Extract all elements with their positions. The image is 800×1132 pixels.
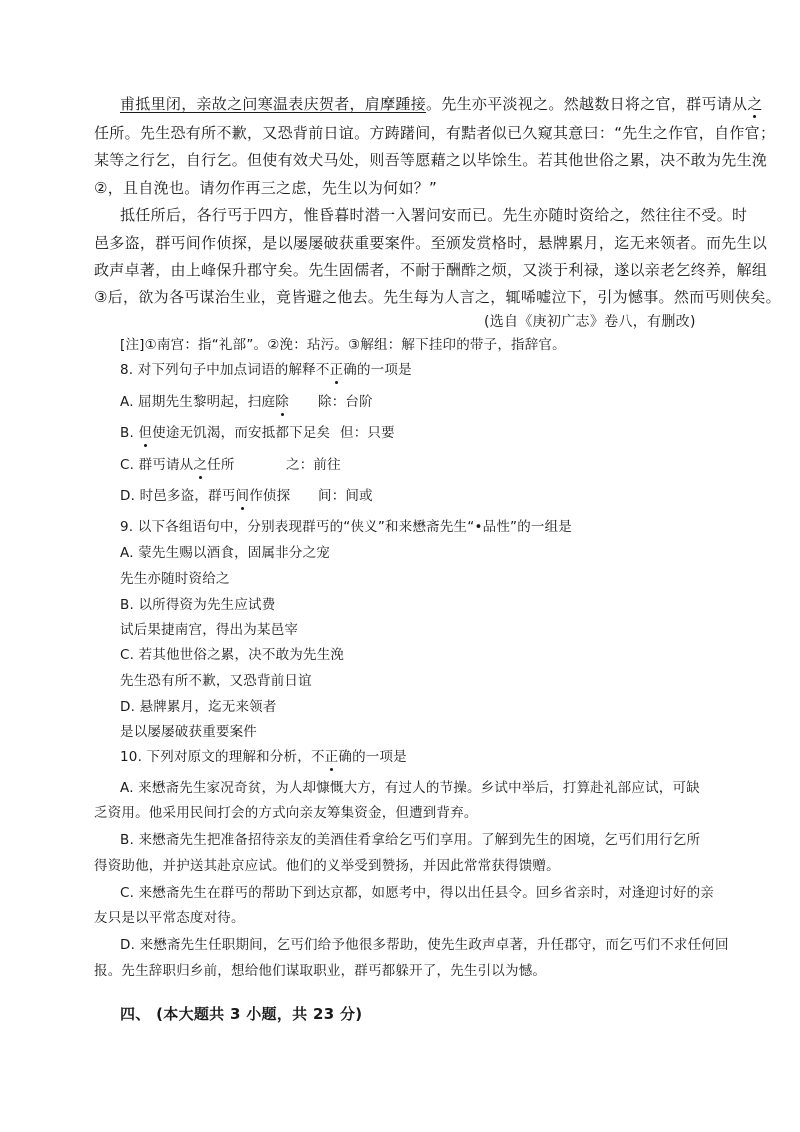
q10-option-a-line-2: 乏资用。他采用民间打会的方式向亲友筹集资金，但遭到背弃。 xyxy=(94,805,478,821)
q9-option-d-second: 是以屡屡破获重要案件 xyxy=(120,724,257,740)
source-citation: (选自《庚初广志》卷八，有删改) xyxy=(484,314,696,330)
passage-p2-line-1: 抵任所后，各行丐于四方，惟昏暮时潜一入署问安而已。先生亦随时资给之，然往往不受。时 xyxy=(120,206,748,224)
q8-option-b: B. 但使途无饥渴，而安抵都下足矣 xyxy=(120,425,331,441)
passage-p1-line-1: 甫抵里闭，亲故之问寒温表庆贺者，肩摩踵接。先生亦平淡视之。然越数日将之官，群丐请从之 xyxy=(120,95,763,113)
emphasis-dotted: 不正确 xyxy=(310,749,353,765)
q8-option-d: D. 时邑多盗，群丐间作侦探 xyxy=(120,488,291,504)
q9-option-b-second: 试后果捷南宫，得出为某邑宰 xyxy=(120,622,299,638)
question-9-stem: 9. 以下各组语句中，分别表现群丐的“侠义”和来懋斋先生“•品性”的一组是 xyxy=(120,519,573,535)
passage-p1-line-2: 任所。先生恐有所不歉，又恐背前日谊。方踌躇间，有黠者似已久窥其意曰：“先生之作官，自作官； xyxy=(94,124,776,142)
underlined-phrase: 甫抵里闭，亲故之问寒温表庆贺者，肩摩踵接 xyxy=(120,95,427,113)
section-four-heading: 四、 (本大题共 3 小题，共 23 分) xyxy=(120,1005,363,1023)
q8-option-c: C. 群丐请从之任所 xyxy=(120,457,235,473)
annotation-notes: [注]①南宫：指“礼部”。②浼：玷污。③解组：解下挂印的带子，指辞官。 xyxy=(120,337,566,353)
q9-option-c: C. 若其他世俗之累，决不敢为先生浼 xyxy=(120,647,345,663)
q9-option-c-second: 先生恐有所不歉，又恐背前日谊 xyxy=(120,673,312,689)
q10-option-c-line-1: C. 来懋斋先生在群丐的帮助下到达京都，如愿考中，得以出任县令。回乡省亲时，对逢迎讨好的亲 xyxy=(120,885,715,901)
passage-p2-line-3: 政声卓著，由上峰保升郡守矣。先生固儒者，不耐于酬酢之烦，又淡于利禄，遂以亲老乞终养，解组 xyxy=(94,261,768,279)
question-8-stem: 8. 对下列句子中加点词语的解释不正确的一项是 xyxy=(120,362,412,378)
passage-p2-line-2: 邑多盗，群丐间作侦探，是以屡屡破获重要案件。至颁发赏格时，悬牌累月，迄无来领者。而先生以 xyxy=(94,234,768,252)
q9-option-a-second: 先生亦随时资给之 xyxy=(120,571,230,587)
q10-option-d-line-1: D. 来懋斋先生任职期间，乞丐们给予他很多帮助，使先生政声卓著，升任郡守，而乞丐们不求任何回 xyxy=(120,937,729,953)
q8-option-a: A. 屈期先生黎明起，扫庭除 xyxy=(120,394,289,410)
q9-option-a: A. 蒙先生赐以酒食，固属非分之宠 xyxy=(120,545,330,561)
emphasis-dotted: 不正确 xyxy=(315,362,357,378)
q8-option-b-gloss: 但：只要 xyxy=(340,425,395,441)
passage-p2-line-4: ③后，欲为各丐谋治生业，竟皆避之他去。先生每为人言之，辄唏嘘泣下，引为憾事。然而丐则侠矣。 xyxy=(94,288,781,306)
q9-option-d: D. 悬牌累月，迄无来领者 xyxy=(120,699,277,715)
q8-option-a-gloss: 除：台阶 xyxy=(318,394,373,410)
q10-option-b-line-1: B. 来懋斋先生把准备招待亲友的美酒佳肴拿给乞丐们享用。了解到先生的困境，乞丐们用行乞所 xyxy=(120,832,701,848)
dotted-char: 之 xyxy=(747,95,763,113)
q10-option-a-line-1: A. 来懋斋先生家况奇贫，为人却慷慨大方，有过人的节操。乡试中举后，打算赴礼部应试，可缺 xyxy=(120,780,700,796)
q10-option-c-line-2: 友只是以平常态度对待。 xyxy=(94,910,245,926)
q8-option-c-gloss: 之：前往 xyxy=(286,457,341,473)
q8-option-d-gloss: 间：间或 xyxy=(318,488,373,504)
q9-option-b: B. 以所得资为先生应试费 xyxy=(120,597,276,613)
q10-option-b-line-2: 得资助他，并护送其赴京应试。他们的义举受到赞扬，并因此常常获得馈赠。 xyxy=(94,858,560,874)
passage-p1-line-4: ②，且自浼也。请勿作再三之虑，先生以为何如？” xyxy=(94,179,438,197)
q10-option-d-line-2: 报。先生辞职归乡前，想给他们谋取职业，群丐都躲开了，先生引以为憾。 xyxy=(94,963,547,979)
passage-p1-line-3: 某等之行乞，自行乞。但使有效犬马处，则吾等愿藉之以毕馀生。若其他世俗之累，决不敢为先生浼 xyxy=(94,151,768,169)
question-10-stem: 10. 下列对原文的理解和分析，不正确的一项是 xyxy=(120,749,407,765)
